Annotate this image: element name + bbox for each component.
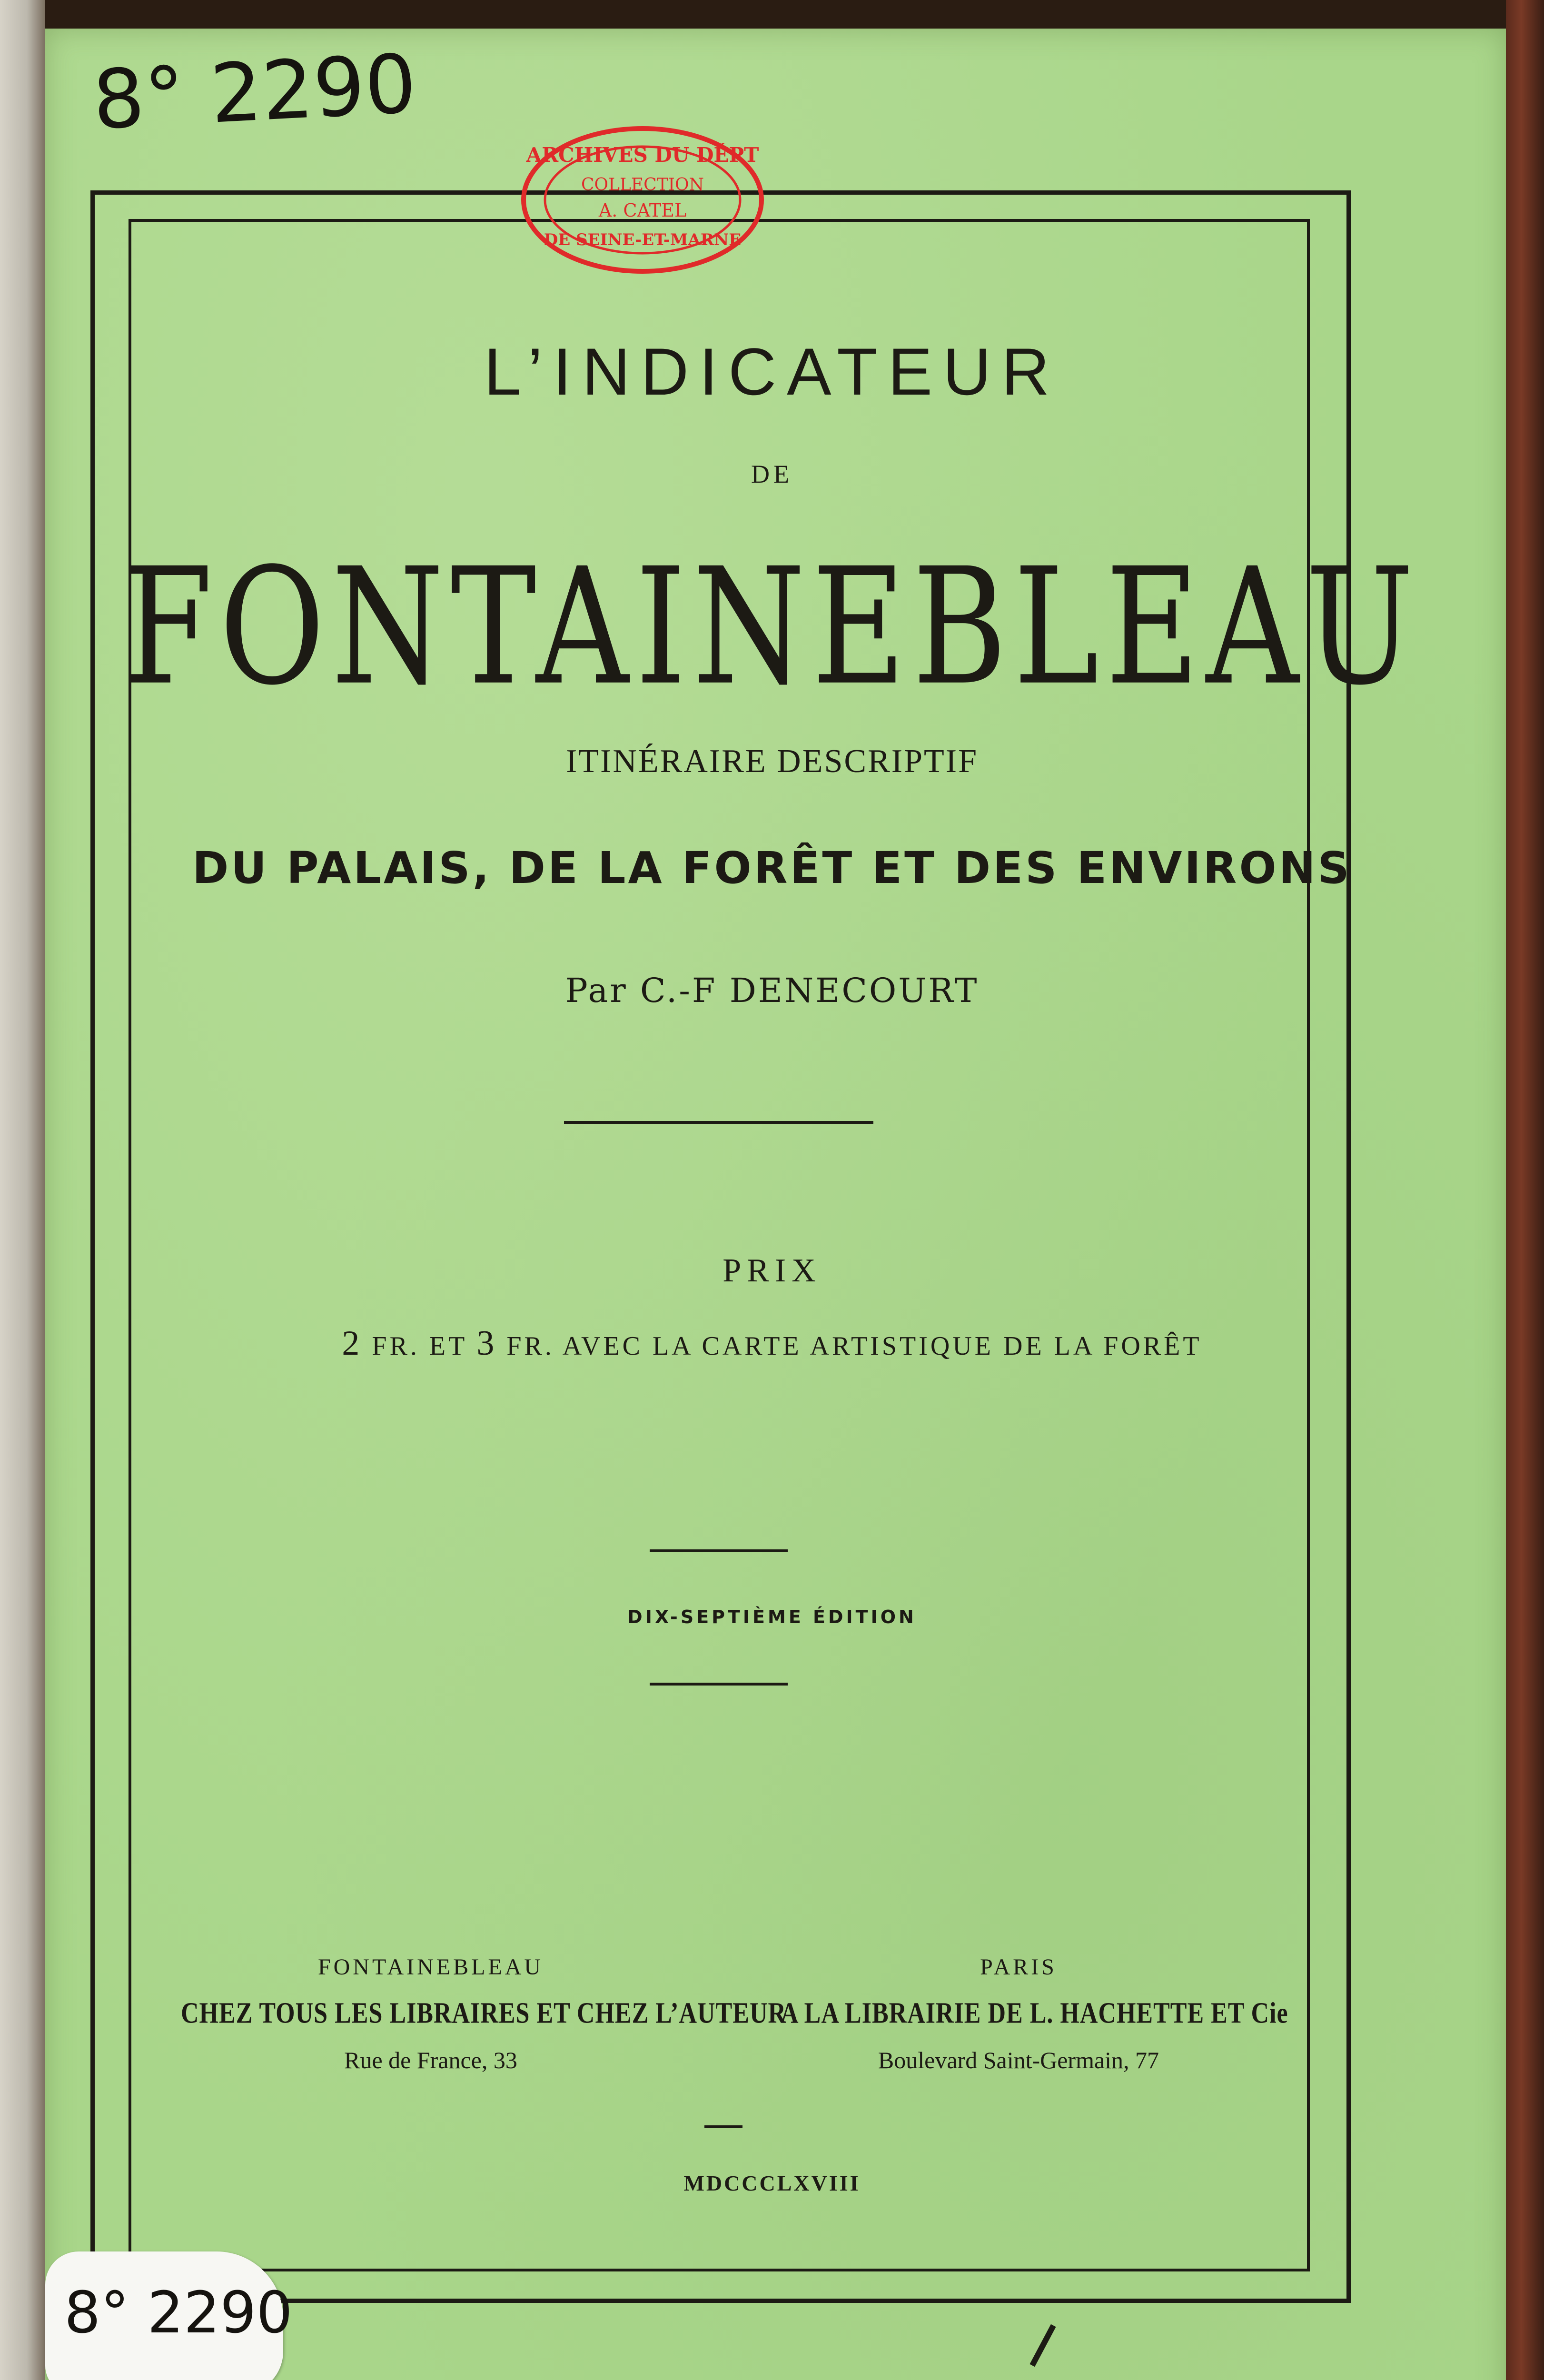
publisher-right-address: Boulevard Saint-Germain, 77 [878,2047,1159,2073]
title-indicateur: L’INDICATEUR [484,334,1060,409]
price-label: PRIX [723,1252,821,1289]
publication-date: MDCCCLXVIII [683,2171,861,2195]
publisher-left [181,1954,787,2074]
publisher-right-city: PARIS [980,1954,1057,1980]
publisher-left-city: FONTAINEBLEAU [317,1954,544,1980]
price-details [0,1323,1544,1364]
divider-rule-2 [650,1549,788,1552]
publisher-right-house: A LA LIBRAIRIE DE L. HACHETTE ET Cie [781,1997,1288,2030]
archive-stamp [516,121,769,278]
price-amount-2: 3 [476,1324,497,1363]
price-text-2: FR. AVEC LA CARTE ARTISTIQUE DE LA FORÊT [506,1331,1202,1361]
divider-rule-1 [564,1121,873,1124]
publisher-left-house: CHEZ TOUS LES LIBRAIRES ET CHEZ L’AUTEUR [181,1997,787,2030]
subtitle-palais-foret: DU PALAIS, DE LA FORÊT ET DES ENVIRONS [192,843,1352,893]
title-de: DE [751,460,793,488]
price-amount-1: 2 [342,1324,363,1363]
subtitle-itineraire: ITINÉRAIRE DESCRIPTIF [565,743,979,780]
price-text-1: FR. ET [372,1331,467,1361]
title-fontainebleau: FONTAINEBLEAU [123,533,1421,721]
stamp-line-3: A. CATEL [598,200,687,221]
author-line: Par C.-F DENECOURT [565,971,979,1010]
publisher-left-address: Rue de France, 33 [344,2047,517,2073]
library-sticker-text: 8° 2290 [64,2280,293,2346]
handwritten-shelfmark: 8° 2290 [90,37,419,148]
publisher-right [781,1954,1288,2074]
divider-rule-4 [704,2125,742,2128]
divider-rule-3 [650,1683,788,1686]
stamp-line-2: COLLECTION [581,175,704,195]
stamp-line-4: DE SEINE-ET-MARNE [544,230,742,249]
stamp-line-1: ARCHIVES DU DÉPT [526,143,759,167]
edition-label: DIX-SEPTIÈME ÉDITION [627,1606,917,1627]
